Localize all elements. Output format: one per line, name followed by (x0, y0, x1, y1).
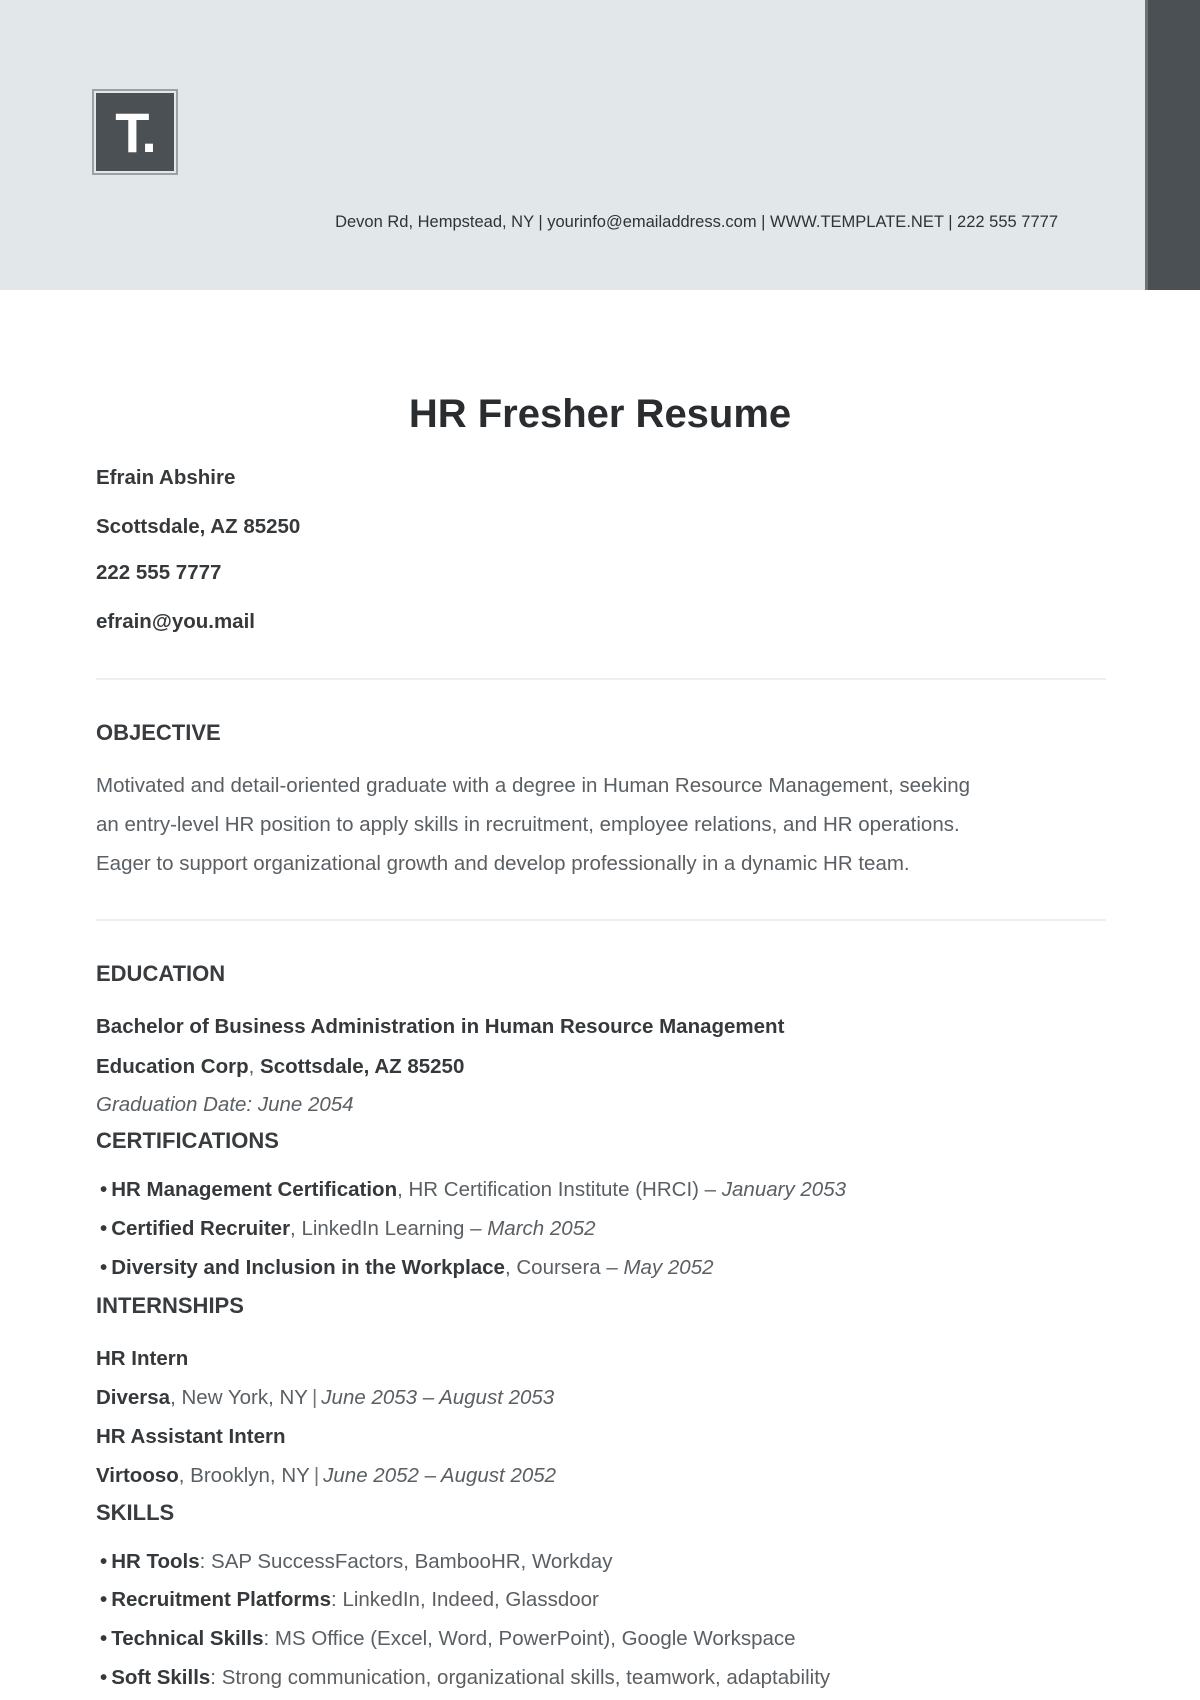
objective-line: Motivated and detail-oriented graduate with a degree in Human Resource Management, seeking (96, 774, 971, 797)
certifications-heading: CERTIFICATIONS (96, 1128, 279, 1153)
internship-role: HR Assistant Intern (96, 1425, 286, 1448)
objective-heading: OBJECTIVE (96, 720, 221, 745)
certification-item: • Diversity and Inclusion in the Workplace, Coursera – May 2052 (100, 1256, 714, 1279)
objective-line: an entry-level HR position to apply skills in recruitment, employee relations, and HR operations. (96, 813, 960, 836)
skill-item: • Technical Skills: MS Office (Excel, Word, PowerPoint), Google Workspace (100, 1627, 796, 1650)
certification-item: • HR Management Certification, HR Certification Institute (HRCI) – January 2053 (100, 1178, 846, 1201)
header-banner (0, 0, 1145, 290)
internship-details: Diversa, New York, NY | June 2053 – August 2053 (96, 1386, 555, 1409)
skill-item: • Soft Skills: Strong communication, organizational skills, teamwork, adaptability (100, 1666, 831, 1689)
person-name: Efrain Abshire (96, 466, 236, 489)
page-title: HR Fresher Resume (408, 392, 792, 436)
header-contact-info: Devon Rd, Hempstead, NY | yourinfo@emailaddress.com | WWW.TEMPLATE.NET | 222 555 7777 (335, 213, 1058, 231)
internships-heading: INTERNSHIPS (96, 1293, 244, 1318)
skills-heading: SKILLS (96, 1500, 175, 1525)
education-graduation: Graduation Date: June 2054 (96, 1093, 354, 1116)
skill-item: • Recruitment Platforms: LinkedIn, Indeed, Glassdoor (100, 1588, 599, 1611)
person-location: Scottsdale, AZ 85250 (96, 515, 301, 538)
company-logo: T. (92, 89, 178, 175)
divider (96, 678, 1106, 680)
internship-details: Virtooso, Brooklyn, NY | June 2052 – August 2052 (96, 1464, 557, 1487)
header-accent-bar (1145, 0, 1200, 290)
divider (96, 919, 1106, 921)
education-degree: Bachelor of Business Administration in Human Resource Management (96, 1015, 785, 1038)
education-heading: EDUCATION (96, 961, 226, 986)
person-email: efrain@you.mail (96, 610, 255, 633)
education-school: Education Corp, Scottsdale, AZ 85250 (96, 1055, 465, 1078)
internship-role: HR Intern (96, 1347, 189, 1370)
objective-line: Eager to support organizational growth and develop professionally in a dynamic HR team. (96, 852, 910, 875)
certification-item: • Certified Recruiter, LinkedIn Learning – March 2052 (100, 1217, 596, 1240)
person-phone: 222 555 7777 (96, 561, 222, 584)
skill-item: • HR Tools: SAP SuccessFactors, BambooHR, Workday (100, 1550, 613, 1573)
